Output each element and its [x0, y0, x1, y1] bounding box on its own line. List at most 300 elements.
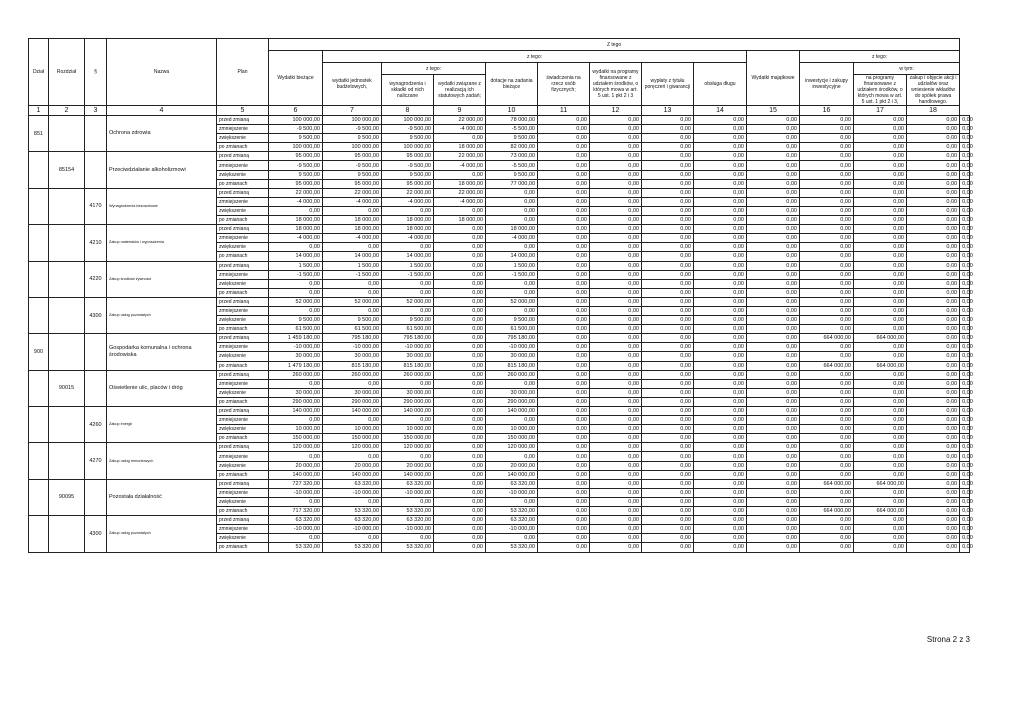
value-cell: 0,00 [854, 152, 907, 161]
column-number-row [29, 106, 970, 116]
change-type-label: zwiększenie [217, 243, 269, 252]
value-cell: 0,00 [486, 416, 538, 425]
value-cell: 0,00 [642, 407, 694, 416]
value-cell: 0,00 [590, 179, 642, 188]
value-cell: 14 000,00 [269, 252, 323, 261]
value-cell: 61 500,00 [323, 325, 382, 334]
value-cell: 0,00 [854, 461, 907, 470]
value-cell: 0,00 [907, 261, 960, 270]
value-cell: 0,00 [907, 479, 960, 488]
dzial-cell [29, 370, 49, 406]
value-cell: 0,00 [538, 134, 590, 143]
value-cell: 0,00 [590, 407, 642, 416]
value-cell: 664 000,00 [854, 334, 907, 343]
value-cell: 0,00 [642, 379, 694, 388]
column-number: 16 [800, 106, 854, 116]
value-cell: 0,00 [960, 407, 970, 416]
value-cell: -10 000,00 [269, 488, 323, 497]
column-number: 4 [107, 106, 217, 116]
value-cell: 0,00 [960, 270, 970, 279]
value-cell: 0,00 [642, 479, 694, 488]
value-cell: 0,00 [960, 361, 970, 370]
value-cell: 0,00 [642, 452, 694, 461]
value-cell: 0,00 [960, 161, 970, 170]
value-cell: 0,00 [800, 316, 854, 325]
value-cell: 0,00 [800, 243, 854, 252]
value-cell: 0,00 [486, 379, 538, 388]
column-number: 15 [747, 106, 800, 116]
value-cell: 9 500,00 [382, 316, 434, 325]
value-cell: 0,00 [747, 306, 800, 315]
value-cell: 0,00 [590, 270, 642, 279]
change-type-label: zwiększenie [217, 352, 269, 361]
value-cell: 0,00 [590, 434, 642, 443]
table-row [29, 443, 970, 452]
name-cell: Zakup usług pozostałych [107, 297, 217, 333]
value-cell: 0,00 [590, 234, 642, 243]
value-cell: 0,00 [642, 170, 694, 179]
header-inwestycje: inwestycje i zakupy inwestycyjne [800, 63, 854, 106]
value-cell: 0,00 [642, 306, 694, 315]
value-cell: 0,00 [434, 352, 486, 361]
value-cell: 63 320,00 [382, 516, 434, 525]
header-na-programy: na programy finansowane z udziałem środków, o których mowa w art. 5 ust. 1 pkt 2 i 3, [854, 75, 907, 106]
value-cell: 0,00 [538, 416, 590, 425]
value-cell: 0,00 [960, 143, 970, 152]
value-cell: 0,00 [854, 416, 907, 425]
value-cell: 0,00 [269, 306, 323, 315]
value-cell: 0,00 [590, 188, 642, 197]
value-cell: -4 000,00 [434, 125, 486, 134]
value-cell: 0,00 [747, 452, 800, 461]
value-cell: 0,00 [538, 325, 590, 334]
value-cell: 260 000,00 [486, 370, 538, 379]
dzial-cell [29, 443, 49, 479]
value-cell: 0,00 [800, 397, 854, 406]
value-cell: 260 000,00 [382, 370, 434, 379]
value-cell: 0,00 [590, 279, 642, 288]
change-type-label: po zmianach [217, 543, 269, 552]
value-cell: 100 000,00 [382, 116, 434, 125]
table-row [29, 261, 970, 270]
value-cell: 0,00 [590, 461, 642, 470]
change-type-label: zwiększenie [217, 316, 269, 325]
value-cell: 0,00 [694, 516, 747, 525]
value-cell: 664 000,00 [854, 361, 907, 370]
column-number: 9 [434, 106, 486, 116]
value-cell: 0,00 [960, 125, 970, 134]
change-type-label: przed zmianą [217, 443, 269, 452]
change-type-label: zmniejszenie [217, 379, 269, 388]
value-cell: 0,00 [538, 279, 590, 288]
value-cell: 0,00 [800, 297, 854, 306]
value-cell: 0,00 [590, 397, 642, 406]
value-cell: 0,00 [382, 416, 434, 425]
value-cell: 0,00 [907, 161, 960, 170]
value-cell: 0,00 [907, 507, 960, 516]
value-cell: 0,00 [642, 270, 694, 279]
value-cell: 52 000,00 [269, 297, 323, 306]
value-cell: 0,00 [907, 343, 960, 352]
value-cell: 0,00 [854, 534, 907, 543]
value-cell: 0,00 [590, 452, 642, 461]
value-cell: 0,00 [960, 534, 970, 543]
value-cell: 0,00 [854, 452, 907, 461]
name-cell: Zakup energii [107, 407, 217, 443]
value-cell: 0,00 [538, 352, 590, 361]
value-cell: 0,00 [538, 234, 590, 243]
value-cell: 260 000,00 [269, 370, 323, 379]
page-footer: Strona 2 z 3 [926, 635, 970, 644]
value-cell: 0,00 [854, 252, 907, 261]
value-cell: -4 000,00 [323, 234, 382, 243]
paragraf-cell: 4220 [85, 261, 107, 297]
value-cell: 0,00 [800, 343, 854, 352]
column-number: 1 [29, 106, 49, 116]
value-cell: 61 500,00 [486, 325, 538, 334]
value-cell: 0,00 [434, 170, 486, 179]
value-cell: 795 180,00 [382, 334, 434, 343]
value-cell: 14 000,00 [323, 252, 382, 261]
value-cell: 9 500,00 [323, 170, 382, 179]
value-cell: 20 000,00 [486, 461, 538, 470]
change-type-label: zmniejszenie [217, 125, 269, 134]
value-cell: 0,00 [694, 388, 747, 397]
value-cell: 0,00 [694, 206, 747, 215]
value-cell: -4 000,00 [382, 234, 434, 243]
value-cell: 0,00 [800, 179, 854, 188]
value-cell: 0,00 [486, 243, 538, 252]
value-cell: 0,00 [269, 534, 323, 543]
value-cell: 0,00 [538, 461, 590, 470]
value-cell: 0,00 [694, 288, 747, 297]
value-cell: -4 000,00 [269, 197, 323, 206]
value-cell: 0,00 [434, 452, 486, 461]
table-row [29, 334, 970, 343]
paragraf-cell: 4300 [85, 297, 107, 333]
value-cell: 0,00 [854, 288, 907, 297]
value-cell: 0,00 [960, 470, 970, 479]
value-cell: 0,00 [694, 197, 747, 206]
value-cell: 0,00 [694, 125, 747, 134]
change-type-label: po zmianach [217, 288, 269, 297]
value-cell: 63 320,00 [323, 479, 382, 488]
value-cell: 140 000,00 [269, 470, 323, 479]
value-cell: 0,00 [434, 416, 486, 425]
value-cell: 0,00 [854, 352, 907, 361]
value-cell: 0,00 [642, 252, 694, 261]
value-cell: 0,00 [590, 361, 642, 370]
value-cell: 0,00 [694, 343, 747, 352]
value-cell: 0,00 [694, 243, 747, 252]
column-number: 11 [538, 106, 590, 116]
value-cell: 0,00 [907, 461, 960, 470]
value-cell: 0,00 [800, 170, 854, 179]
value-cell: 0,00 [854, 125, 907, 134]
value-cell: 0,00 [434, 325, 486, 334]
value-cell: 0,00 [907, 225, 960, 234]
value-cell: 0,00 [854, 425, 907, 434]
value-cell: 664 000,00 [800, 361, 854, 370]
header-z-tego-4: z tego: [800, 51, 960, 63]
value-cell: 0,00 [434, 279, 486, 288]
change-type-label: zmniejszenie [217, 525, 269, 534]
value-cell: -10 000,00 [269, 343, 323, 352]
value-cell: 0,00 [960, 352, 970, 361]
value-cell: 0,00 [323, 206, 382, 215]
rozdzial-cell [49, 261, 85, 297]
paragraf-cell: 4270 [85, 443, 107, 479]
value-cell: 18 000,00 [382, 225, 434, 234]
value-cell: 0,00 [907, 516, 960, 525]
value-cell: 1 500,00 [269, 261, 323, 270]
value-cell: 0,00 [960, 216, 970, 225]
change-type-label: po zmianach [217, 470, 269, 479]
value-cell: 140 000,00 [323, 470, 382, 479]
value-cell: 0,00 [538, 179, 590, 188]
value-cell: 0,00 [382, 206, 434, 215]
value-cell: 0,00 [747, 479, 800, 488]
value-cell: 0,00 [854, 434, 907, 443]
value-cell: 0,00 [642, 297, 694, 306]
value-cell: 0,00 [907, 443, 960, 452]
value-cell: 0,00 [960, 306, 970, 315]
change-type-label: przed zmianą [217, 516, 269, 525]
value-cell: 0,00 [694, 179, 747, 188]
change-type-label: zwiększenie [217, 425, 269, 434]
value-cell: 0,00 [800, 279, 854, 288]
value-cell: 0,00 [960, 479, 970, 488]
value-cell: 0,00 [642, 161, 694, 170]
value-cell: 0,00 [907, 297, 960, 306]
value-cell: 0,00 [960, 488, 970, 497]
value-cell: 18 000,00 [434, 179, 486, 188]
value-cell: 0,00 [538, 434, 590, 443]
value-cell: 63 320,00 [486, 479, 538, 488]
value-cell: 0,00 [590, 352, 642, 361]
value-cell: 290 000,00 [269, 397, 323, 406]
value-cell: 664 000,00 [854, 479, 907, 488]
value-cell: 815 180,00 [382, 361, 434, 370]
value-cell: 0,00 [800, 152, 854, 161]
dzial-cell [29, 516, 49, 552]
value-cell: 0,00 [434, 470, 486, 479]
value-cell: 30 000,00 [486, 388, 538, 397]
value-cell: 53 320,00 [382, 507, 434, 516]
value-cell: 0,00 [538, 379, 590, 388]
header-wydatki-biezace: Wydatki bieżące [269, 51, 323, 106]
value-cell: 664 000,00 [800, 479, 854, 488]
value-cell: 0,00 [434, 425, 486, 434]
value-cell: 0,00 [800, 134, 854, 143]
value-cell: 0,00 [800, 125, 854, 134]
change-type-label: zwiększenie [217, 170, 269, 179]
value-cell: 0,00 [694, 334, 747, 343]
value-cell: 1 500,00 [486, 261, 538, 270]
value-cell: 0,00 [960, 325, 970, 334]
value-cell: 140 000,00 [486, 407, 538, 416]
value-cell: 0,00 [590, 507, 642, 516]
value-cell: 0,00 [694, 416, 747, 425]
value-cell: 0,00 [907, 425, 960, 434]
rozdzial-cell [49, 443, 85, 479]
value-cell: 0,00 [960, 525, 970, 534]
value-cell: 0,00 [747, 297, 800, 306]
column-number: 12 [590, 106, 642, 116]
change-type-label: po zmianach [217, 397, 269, 406]
value-cell: 0,00 [854, 170, 907, 179]
value-cell: 0,00 [642, 261, 694, 270]
value-cell: 0,00 [694, 488, 747, 497]
value-cell: 10 000,00 [269, 425, 323, 434]
change-type-label: zwiększenie [217, 461, 269, 470]
value-cell: 0,00 [960, 516, 970, 525]
value-cell: 0,00 [747, 543, 800, 552]
value-cell: 0,00 [907, 152, 960, 161]
value-cell: 0,00 [694, 152, 747, 161]
value-cell: 0,00 [590, 161, 642, 170]
value-cell: 664 000,00 [854, 507, 907, 516]
value-cell: 0,00 [960, 543, 970, 552]
value-cell: 815 180,00 [323, 361, 382, 370]
value-cell: -9 500,00 [323, 125, 382, 134]
value-cell: 0,00 [960, 252, 970, 261]
value-cell: 0,00 [854, 279, 907, 288]
value-cell: -10 000,00 [486, 343, 538, 352]
value-cell: 0,00 [642, 188, 694, 197]
value-cell: 0,00 [747, 270, 800, 279]
value-cell: 0,00 [694, 261, 747, 270]
value-cell: 0,00 [800, 352, 854, 361]
value-cell: 0,00 [747, 170, 800, 179]
value-cell: 0,00 [800, 370, 854, 379]
table-row [29, 116, 970, 125]
value-cell: 664 000,00 [800, 507, 854, 516]
value-cell: 0,00 [800, 425, 854, 434]
value-cell: 0,00 [642, 288, 694, 297]
value-cell: 0,00 [800, 143, 854, 152]
value-cell: 0,00 [642, 461, 694, 470]
value-cell: 0,00 [694, 407, 747, 416]
value-cell: 0,00 [590, 316, 642, 325]
value-cell: 1 479 180,00 [269, 361, 323, 370]
rozdzial-cell [49, 116, 85, 152]
change-type-label: przed zmianą [217, 152, 269, 161]
value-cell: 0,00 [538, 388, 590, 397]
value-cell: 0,00 [538, 197, 590, 206]
value-cell: -9 500,00 [382, 125, 434, 134]
value-cell: 0,00 [907, 525, 960, 534]
header-paragraf: § [85, 39, 107, 106]
value-cell: 0,00 [590, 152, 642, 161]
header-zakup-akcji: zakup i objęcie akcji i udziałów oraz wniesienie wkładów do spółek prawa handlowego. [907, 75, 960, 106]
value-cell: 53 320,00 [486, 507, 538, 516]
header-wynagrodzenia: wynagrodzenia i składki od nich naliczane [382, 75, 434, 106]
value-cell: -1 500,00 [323, 270, 382, 279]
value-cell: 0,00 [800, 443, 854, 452]
rozdzial-cell [49, 407, 85, 443]
value-cell: 0,00 [747, 206, 800, 215]
value-cell: 0,00 [907, 197, 960, 206]
header-swiadczenia: świadczenia na rzecz osób fizycznych; [538, 63, 590, 106]
dzial-cell: 851 [29, 116, 49, 152]
value-cell: 0,00 [590, 116, 642, 125]
table-row [29, 370, 970, 379]
value-cell: 0,00 [747, 434, 800, 443]
value-cell: 1 459 180,00 [269, 334, 323, 343]
value-cell: 120 000,00 [382, 443, 434, 452]
value-cell: 0,00 [854, 143, 907, 152]
value-cell: 0,00 [538, 397, 590, 406]
name-cell: Zakup usług remontowych [107, 443, 217, 479]
value-cell: 0,00 [694, 170, 747, 179]
value-cell: 0,00 [907, 216, 960, 225]
value-cell: 0,00 [434, 388, 486, 397]
value-cell: 0,00 [434, 543, 486, 552]
header-nazwa: Nazwa [107, 39, 217, 106]
dzial-cell [29, 225, 49, 261]
table-row [29, 297, 970, 306]
value-cell: 0,00 [960, 388, 970, 397]
paragraf-cell [85, 370, 107, 406]
value-cell: 0,00 [907, 325, 960, 334]
value-cell: 0,00 [434, 534, 486, 543]
value-cell: 0,00 [642, 361, 694, 370]
value-cell: 0,00 [323, 279, 382, 288]
column-number: 2 [49, 106, 85, 116]
value-cell: 0,00 [800, 270, 854, 279]
value-cell: 0,00 [747, 134, 800, 143]
value-cell: 0,00 [269, 452, 323, 461]
value-cell: 0,00 [642, 416, 694, 425]
value-cell: 0,00 [434, 379, 486, 388]
value-cell: 0,00 [538, 170, 590, 179]
value-cell: 95 000,00 [382, 179, 434, 188]
value-cell: 63 320,00 [323, 516, 382, 525]
value-cell: 9 500,00 [269, 170, 323, 179]
value-cell: 0,00 [434, 334, 486, 343]
value-cell: 0,00 [642, 116, 694, 125]
value-cell: 0,00 [747, 197, 800, 206]
value-cell: 63 320,00 [486, 516, 538, 525]
value-cell: 0,00 [538, 152, 590, 161]
change-type-label: przed zmianą [217, 225, 269, 234]
value-cell: 0,00 [854, 325, 907, 334]
value-cell: 0,00 [538, 343, 590, 352]
value-cell: 0,00 [800, 461, 854, 470]
value-cell: 30 000,00 [382, 352, 434, 361]
value-cell: 0,00 [800, 516, 854, 525]
value-cell: 0,00 [800, 488, 854, 497]
value-cell: 0,00 [486, 306, 538, 315]
value-cell: 10 000,00 [486, 425, 538, 434]
value-cell: 18 000,00 [323, 225, 382, 234]
value-cell: 0,00 [538, 507, 590, 516]
value-cell: 53 320,00 [486, 543, 538, 552]
value-cell: 0,00 [800, 252, 854, 261]
value-cell: 0,00 [960, 225, 970, 234]
value-cell: 0,00 [747, 534, 800, 543]
value-cell: 0,00 [538, 516, 590, 525]
value-cell: 0,00 [694, 434, 747, 443]
value-cell: -4 000,00 [323, 197, 382, 206]
value-cell: 0,00 [694, 507, 747, 516]
value-cell: 0,00 [694, 379, 747, 388]
name-cell: Zakup środków żywności [107, 261, 217, 297]
header-plan: Plan [217, 39, 269, 106]
value-cell: 0,00 [434, 434, 486, 443]
value-cell: 0,00 [854, 379, 907, 388]
